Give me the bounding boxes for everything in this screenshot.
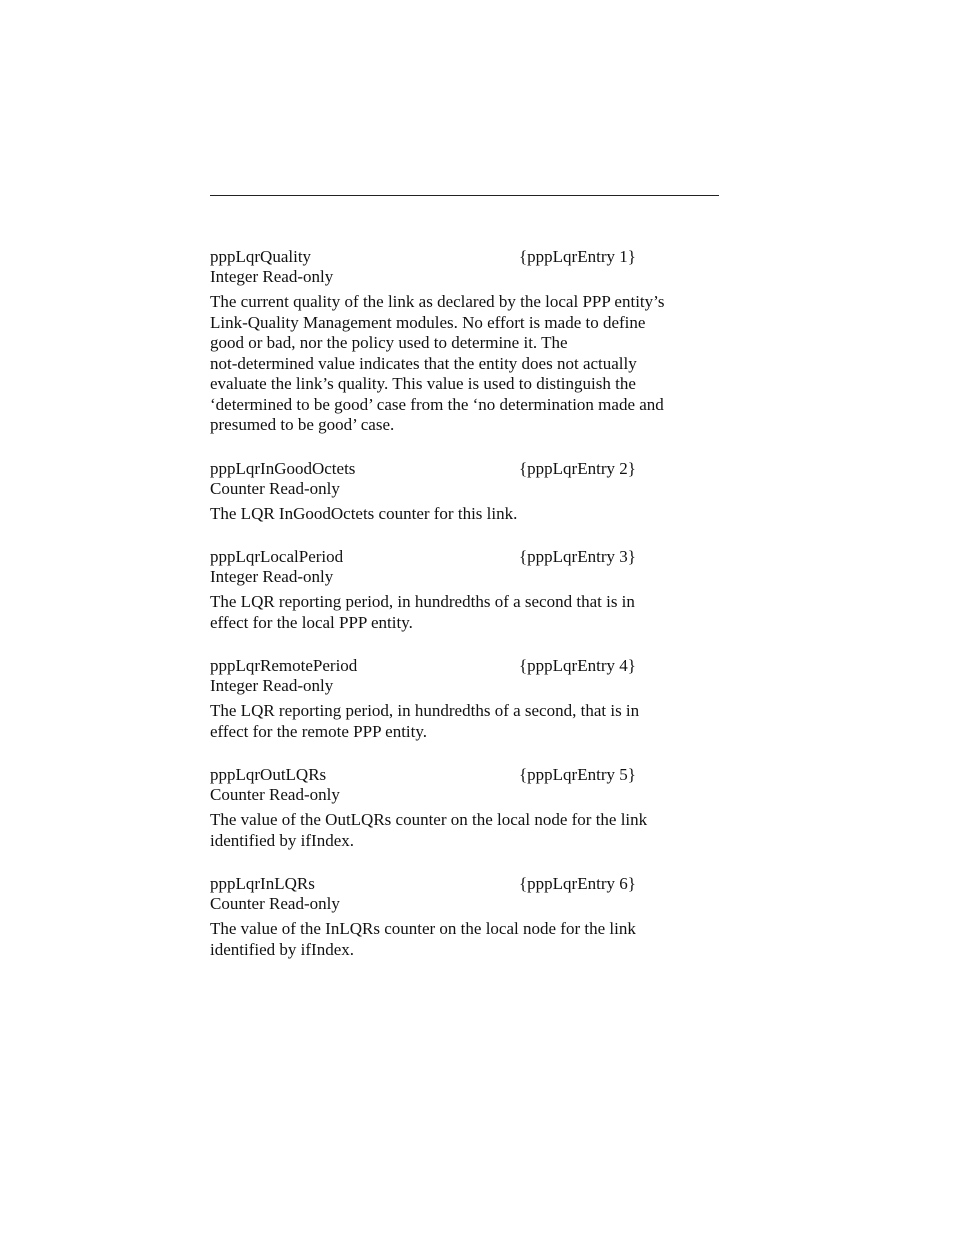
object-name: pppLqrOutLQRs xyxy=(210,765,327,784)
mib-entry-pppLqrOutLQRs xyxy=(210,764,720,851)
entry-heading xyxy=(210,246,720,267)
object-type: Integer Read-only xyxy=(210,676,334,695)
description-line: The value of the InLQRs counter on the local node for the link xyxy=(210,919,636,938)
object-description xyxy=(210,292,720,436)
object-name: pppLqrInLQRs xyxy=(210,874,315,893)
object-description xyxy=(210,810,720,851)
object-description xyxy=(210,701,720,742)
object-type: Integer Read-only xyxy=(210,267,334,286)
mib-entry-pppLqrQuality xyxy=(210,246,720,436)
description-line: evaluate the link’s quality. This value is used to distinguish the xyxy=(210,374,636,393)
description-line: good or bad, nor the policy used to determine it. The xyxy=(210,333,568,352)
object-name: pppLqrRemotePeriod xyxy=(210,656,358,675)
object-identifier: {pppLqrEntry 2} xyxy=(519,458,636,478)
description-line: The LQR reporting period, in hundredths of a second that is in xyxy=(210,592,635,611)
entry-heading xyxy=(210,655,720,676)
description-line: The LQR reporting period, in hundredths of a second, that is in xyxy=(210,701,640,720)
description-line: The current quality of the link as declared by the local PPP entity’s xyxy=(210,292,665,311)
object-identifier: {pppLqrEntry 6} xyxy=(519,874,636,893)
description-line: identified by ifIndex. xyxy=(210,830,354,850)
object-description xyxy=(210,504,720,525)
description-line: not-determined value indicates that the entity does not actually xyxy=(210,353,637,373)
object-identifier: {pppLqrEntry 3} xyxy=(519,547,636,566)
description-line: effect for the local PPP entity. xyxy=(210,612,413,632)
description-line: identified by ifIndex. xyxy=(210,939,354,959)
object-type: Counter Read-only xyxy=(210,478,340,498)
object-description xyxy=(210,592,720,633)
entry-heading xyxy=(210,764,720,785)
mib-entry-pppLqrLocalPeriod xyxy=(210,546,720,633)
description-line: The value of the OutLQRs counter on the local node for the link xyxy=(210,810,648,829)
description-line: Link-Quality Management modules. No effort is made to define xyxy=(210,312,646,332)
mib-entry-pppLqrInGoodOctets xyxy=(210,458,720,525)
object-type: Counter Read-only xyxy=(210,894,340,913)
description-line: ‘determined to be good’ case from the ‘no determination made and xyxy=(210,394,664,414)
object-description xyxy=(210,919,720,960)
object-name: pppLqrLocalPeriod xyxy=(210,547,344,566)
object-type: Integer Read-only xyxy=(210,567,334,586)
description-line: presumed to be good’ case. xyxy=(210,415,395,434)
object-identifier: {pppLqrEntry 5} xyxy=(519,765,636,784)
description-line: effect for the remote PPP entity. xyxy=(210,721,428,741)
object-identifier: {pppLqrEntry 1} xyxy=(519,247,636,266)
entry-heading xyxy=(210,873,720,894)
object-identifier: {pppLqrEntry 4} xyxy=(519,656,636,675)
mib-entry-pppLqrRemotePeriod xyxy=(210,655,720,742)
entry-heading xyxy=(210,458,720,479)
header-rule xyxy=(210,195,719,196)
object-name: pppLqrInGoodOctets xyxy=(210,458,356,478)
object-name: pppLqrQuality xyxy=(210,247,312,266)
mib-entry-pppLqrInLQRs xyxy=(210,873,720,960)
entry-heading xyxy=(210,546,720,567)
object-type: Counter Read-only xyxy=(210,785,340,804)
description-line: The LQR InGoodOctets counter for this link. xyxy=(210,503,518,523)
mib-object-list xyxy=(210,246,720,982)
